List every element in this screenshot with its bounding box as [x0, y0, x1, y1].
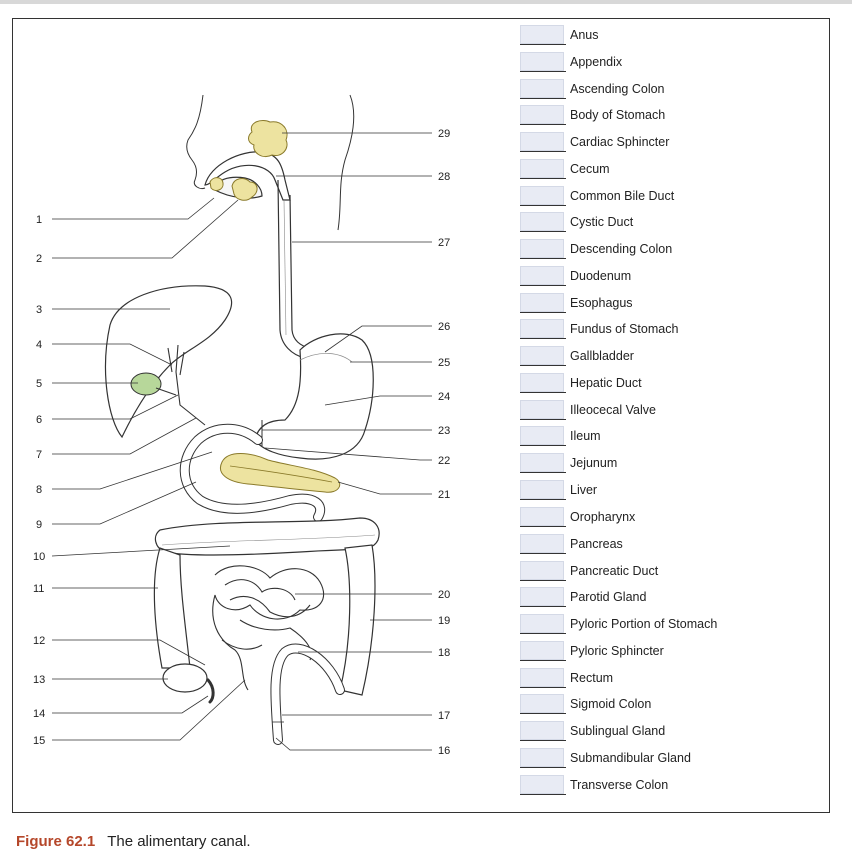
answer-field[interactable]	[520, 373, 564, 392]
label-number-29: 29	[438, 128, 451, 140]
label-number-13: 13	[33, 674, 46, 686]
answer-label: Pyloric Portion of Stomach	[570, 617, 718, 631]
answer-label: Ileum	[570, 429, 601, 443]
answer-row	[520, 239, 820, 259]
answer-label: Appendix	[570, 55, 623, 69]
answer-field[interactable]	[520, 159, 564, 178]
answer-row	[520, 186, 820, 206]
answer-field[interactable]	[520, 132, 564, 151]
label-number-22: 22	[438, 455, 451, 467]
answer-row	[520, 694, 820, 714]
label-number-11: 11	[33, 583, 45, 595]
answer-field[interactable]	[520, 266, 564, 285]
esophagus	[278, 180, 310, 358]
stomach	[255, 334, 373, 459]
label-number-26: 26	[438, 321, 451, 333]
answer-field[interactable]	[520, 507, 564, 526]
answer-field[interactable]	[520, 239, 564, 258]
answer-row	[520, 668, 820, 688]
answer-field[interactable]	[520, 52, 564, 71]
answer-label: Common Bile Duct	[570, 189, 675, 203]
label-number-4: 4	[36, 339, 43, 351]
answer-label: Parotid Gland	[570, 590, 647, 604]
cecum	[163, 664, 207, 692]
answer-row	[520, 346, 820, 366]
answer-field[interactable]	[520, 614, 564, 633]
label-number-12: 12	[33, 635, 46, 647]
descending-colon	[340, 545, 375, 695]
answer-label: Gallbladder	[570, 349, 634, 363]
answer-row	[520, 641, 820, 661]
answer-row	[520, 132, 820, 152]
answer-field[interactable]	[520, 587, 564, 606]
answer-field[interactable]	[520, 79, 564, 98]
answer-row	[520, 587, 820, 607]
gallbladder	[131, 373, 161, 395]
answer-row	[520, 105, 820, 125]
answer-field[interactable]	[520, 400, 564, 419]
label-number-3: 3	[36, 304, 43, 316]
answer-row	[520, 373, 820, 393]
answer-label: Jejunum	[570, 456, 618, 470]
answer-label: Body of Stomach	[570, 108, 666, 122]
label-number-5: 5	[36, 378, 43, 390]
answer-label: Submandibular Gland	[570, 751, 691, 765]
answer-label: Duodenum	[570, 269, 632, 283]
appendix	[208, 680, 213, 702]
answer-field[interactable]	[520, 319, 564, 338]
answer-row	[520, 212, 820, 232]
answer-row	[520, 480, 820, 500]
answer-row	[520, 400, 820, 420]
label-number-9: 9	[36, 519, 43, 531]
answer-row	[520, 266, 820, 286]
answer-label: Pancreas	[570, 537, 623, 551]
label-number-17: 17	[438, 710, 451, 722]
label-number-16: 16	[438, 745, 451, 757]
answer-field[interactable]	[520, 748, 564, 767]
small-intestine	[213, 566, 324, 690]
answer-label: Cystic Duct	[570, 215, 634, 229]
label-number-2: 2	[36, 253, 43, 265]
answer-label: Fundus of Stomach	[570, 322, 679, 336]
label-number-27: 27	[438, 237, 451, 249]
answer-field[interactable]	[520, 561, 564, 580]
answer-row	[520, 561, 820, 581]
answer-row	[520, 426, 820, 446]
figure-title: The alimentary canal.	[107, 833, 251, 850]
label-number-21: 21	[438, 489, 451, 501]
answer-row	[520, 775, 820, 795]
answer-label: Sublingual Gland	[570, 724, 666, 738]
label-number-18: 18	[438, 647, 451, 659]
answer-label: Sigmoid Colon	[570, 697, 652, 711]
answer-row	[520, 507, 820, 527]
label-number-19: 19	[438, 615, 451, 627]
answer-row	[520, 319, 820, 339]
answer-label: Liver	[570, 483, 598, 497]
answer-label: Anus	[570, 28, 599, 42]
answer-row	[520, 25, 820, 45]
answer-label: Hepatic Duct	[570, 376, 642, 390]
answer-label: Rectum	[570, 671, 614, 685]
sigmoid-colon	[275, 648, 340, 740]
answer-label: Esophagus	[570, 296, 633, 310]
answer-field[interactable]	[520, 694, 564, 713]
answer-field[interactable]	[520, 721, 564, 740]
label-number-15: 15	[33, 735, 46, 747]
answer-row	[520, 293, 820, 313]
answer-field[interactable]	[520, 105, 564, 124]
answer-label: Ascending Colon	[570, 82, 665, 96]
ascending-colon	[154, 548, 190, 668]
figure-caption	[16, 833, 251, 850]
liver	[106, 286, 232, 437]
answer-label: Transverse Colon	[570, 778, 669, 792]
sublingual-gland	[210, 178, 223, 191]
label-number-8: 8	[36, 484, 43, 496]
label-number-14: 14	[33, 708, 46, 720]
label-number-20: 20	[438, 589, 451, 601]
answer-row	[520, 748, 820, 768]
answer-row	[520, 159, 820, 179]
answer-label: Pyloric Sphincter	[570, 644, 664, 658]
label-number-23: 23	[438, 425, 451, 437]
figure-number: Figure 62.1	[16, 833, 96, 850]
answer-field[interactable]	[520, 534, 564, 553]
answer-row	[520, 534, 820, 554]
answer-label: Oropharynx	[570, 510, 636, 524]
label-number-24: 24	[438, 391, 451, 403]
answer-label: Cecum	[570, 162, 610, 176]
answer-field[interactable]	[520, 293, 564, 312]
label-number-6: 6	[36, 414, 43, 426]
answer-label: Descending Colon	[570, 242, 673, 256]
answer-field[interactable]	[520, 426, 564, 445]
answer-row	[520, 721, 820, 741]
answer-label: Cardiac Sphincter	[570, 135, 670, 149]
label-number-7: 7	[36, 449, 43, 461]
answer-field[interactable]	[520, 346, 564, 365]
answer-field[interactable]	[520, 453, 564, 472]
label-number-1: 1	[36, 214, 43, 226]
label-number-28: 28	[438, 171, 451, 183]
label-number-10: 10	[33, 551, 46, 563]
answer-row	[520, 453, 820, 473]
answer-label: Illeocecal Valve	[570, 403, 656, 417]
label-number-25: 25	[438, 357, 451, 369]
answer-field[interactable]	[520, 641, 564, 660]
answer-row	[520, 79, 820, 99]
answer-field[interactable]	[520, 480, 564, 499]
answer-field[interactable]	[520, 212, 564, 231]
left-leader-lines	[52, 198, 245, 740]
answer-field[interactable]	[520, 25, 564, 44]
answer-row	[520, 614, 820, 634]
answer-label: Pancreatic Duct	[570, 564, 659, 578]
answer-field[interactable]	[520, 775, 564, 794]
answer-row	[520, 52, 820, 72]
answer-field[interactable]	[520, 668, 564, 687]
answer-field[interactable]	[520, 186, 564, 205]
parotid-gland	[249, 120, 288, 156]
